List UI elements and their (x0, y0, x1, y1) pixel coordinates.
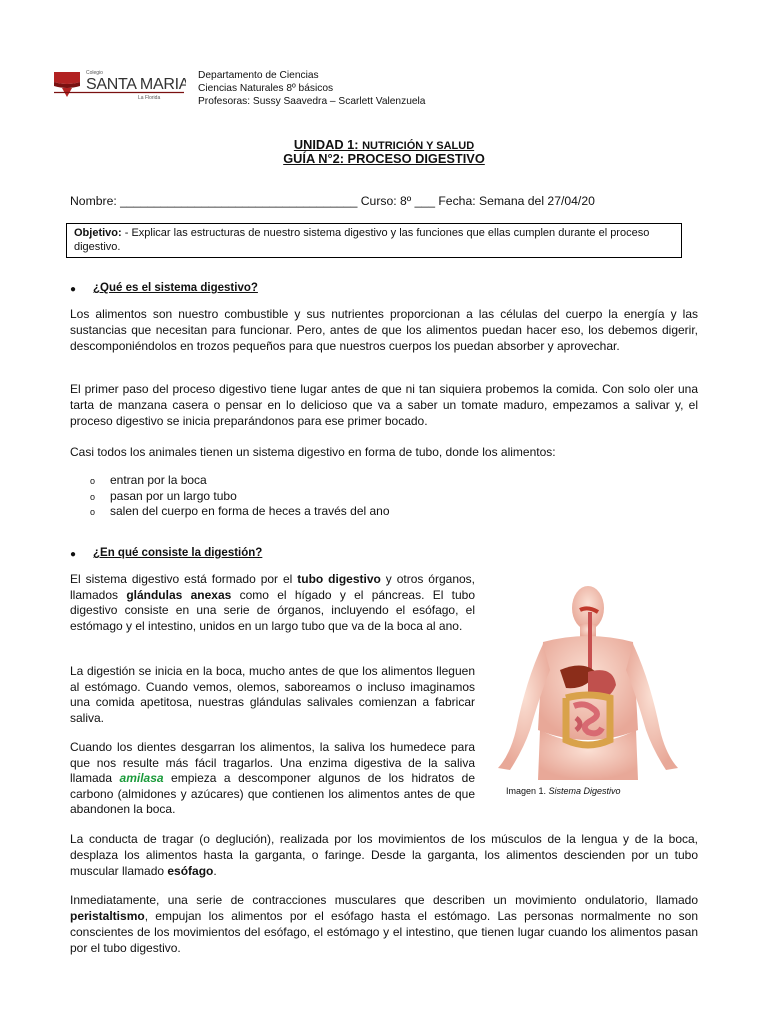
section2-paragraph-3: Cuando los dientes desgarran los alimentos, la saliva los humedece para que nos resulte más fácil tragarlos. Una enzima digestiva de la saliva llamada amilasa empieza a descomponer algunos de los hidratos de carbono (almidones y azúcares) que contienen los alimentos antes de que abandonen la boca. (70, 740, 475, 817)
bullet-icon: ● (70, 284, 77, 295)
logo-small-text: Colegio (86, 70, 103, 76)
objective-box (66, 223, 682, 258)
circle-bullet-icon: o (90, 476, 96, 486)
crest-icon (54, 72, 80, 97)
section1-paragraph-1: Los alimentos son nuestro combustible y sus nutrientes proporcionan a las células del cuerpo la energía y las sustancias que necesitan para funcionar. Pero, antes de que los alimentos puedan hacer eso, los debemos digerir, descomponiéndolos en trozos pequeños para que nuestros cuerpos los puedan absorber y aprovechar. (70, 307, 698, 353)
section2-paragraph-2: La digestión se inicia en la boca, mucho antes de que los alimentos lleguen al estómago. Cuando vemos, olemos, saboreamos o incluso imaginamos una comida apetitosa, nuestras glándulas salivales comienzan a fabricar saliva. (70, 664, 475, 725)
section2-paragraph-5: Inmediatamente, una serie de contracciones musculares que describen un movimiento ondulatorio, llamado peristaltismo, empujan los alimentos por el esófago hasta el estómago. Las personas normalmente no son conscientes de los movimientos del esófago, el estómago y el intestino, que tienen lugar cuando los alimentos pasan por el tubo digestivo. (70, 893, 698, 955)
section2-heading: ¿En qué consiste la digestión? (93, 547, 263, 559)
circle-bullet-icon: o (90, 492, 96, 502)
unit-title: UNIDAD 1: NUTRICIÓN Y SALUD (293, 137, 475, 152)
list-item: o entran por la boca (90, 473, 207, 490)
image-caption: Imagen 1. Sistema Digestivo (506, 786, 621, 796)
department: Departamento de Ciencias (198, 70, 319, 81)
section1-paragraph-3: Casi todos los animales tienen un sistema digestivo en forma de tubo, donde los alimentos: (70, 445, 556, 459)
section2-paragraph-4: La conducta de tragar (o deglución), realizada por los movimientos de los músculos de la lengua y de la boca, desplaza los alimentos hasta la garganta, o faringe. Desde la garganta, los alimentos descienden por un tubo muscular llamado esófago. (70, 832, 698, 878)
section1-heading: ¿Qué es el sistema digestivo? (93, 282, 258, 294)
school-logo (52, 66, 186, 100)
logo-name-text: SANTA MARIA (86, 76, 186, 93)
list-item: o salen del cuerpo en forma de heces a través del ano (90, 504, 390, 521)
bullet-icon: ● (70, 549, 77, 560)
digestive-system-image (488, 580, 688, 780)
objective-label: Objetivo: (74, 227, 122, 239)
list-item: o pasan por un largo tubo (90, 489, 237, 506)
section2-paragraph-1: El sistema digestivo está formado por el tubo digestivo y otros órganos, llamados glándulas anexas como el hígado y el páncreas. El tubo digestivo consiste en una serie de órganos, incluyendo el esófago, el estómago y el intestino, unidos en un largo tubo que va de la boca al ano. (70, 572, 476, 633)
guide-title: GUÍA N°2: PROCESO DIGESTIVO (283, 151, 485, 166)
logo-sub-text: La Florida (138, 95, 161, 100)
section1-paragraph-2: El primer paso del proceso digestivo tiene lugar antes de que ni tan siquiera probemos la comida. Con solo oler una tarta de manzana casera o pensar en lo delicioso que va a saber un tomate maduro, empezamos a salivar y, el proceso digestivo se inicia preparándonos para ese primer bocado. (70, 382, 698, 428)
teachers: Profesoras: Sussy Saavedra – Scarlett Valenzuela (198, 96, 426, 107)
header-info (198, 69, 425, 108)
objective-text: - Explicar las estructuras de nuestro sistema digestivo y las funciones que ellas cumplen durante el proceso digestivo. (74, 227, 650, 253)
circle-bullet-icon: o (90, 507, 96, 517)
student-info-line[interactable]: Nombre: ___________________________________ Curso: 8º ___ Fecha: Semana del 27/04/20 (70, 194, 595, 208)
course-name: Ciencias Naturales 8º básicos (198, 83, 334, 94)
